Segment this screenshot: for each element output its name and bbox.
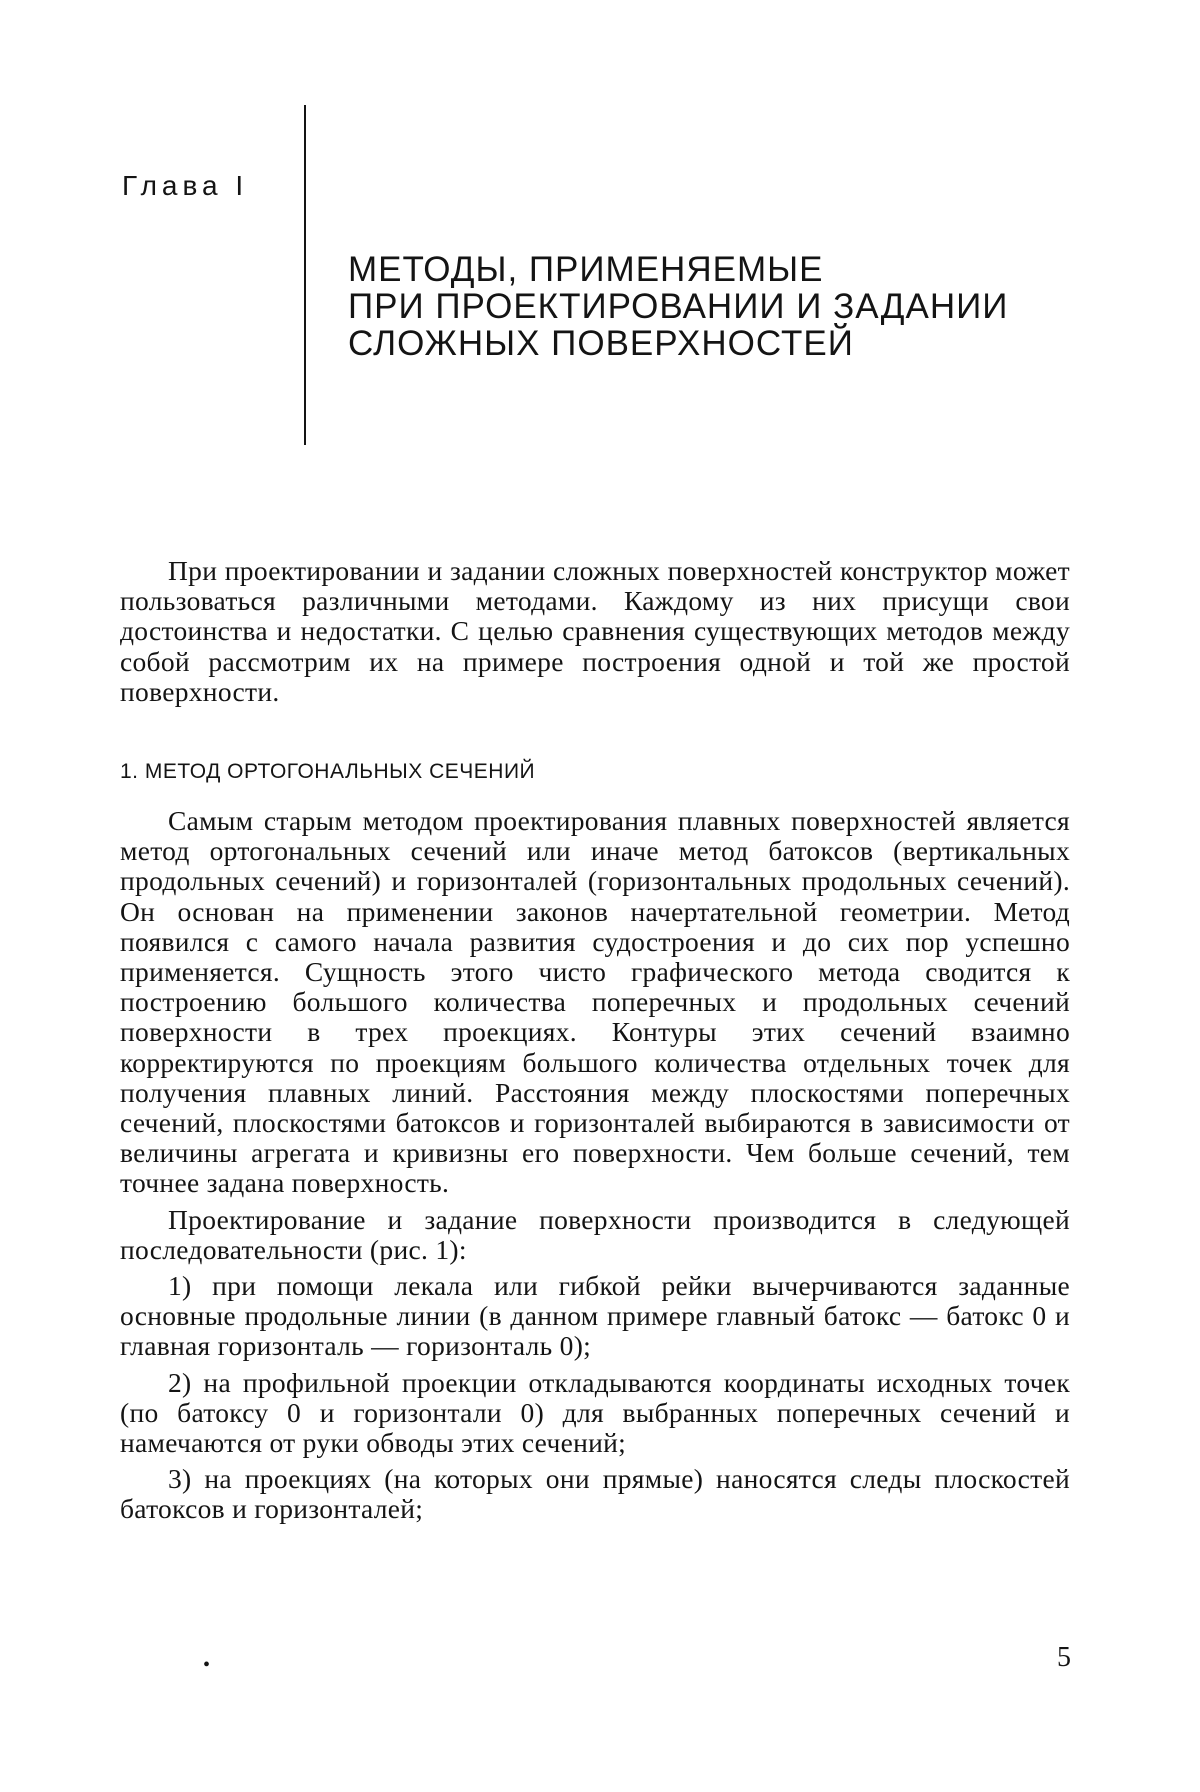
section-heading: 1. МЕТОД ОРТОГОНАЛЬНЫХ СЕЧЕНИЙ bbox=[120, 760, 536, 783]
chapter-label: Глава I bbox=[122, 170, 249, 201]
chapter-divider-line bbox=[304, 105, 306, 445]
chapter-title-line: ПРИ ПРОЕКТИРОВАНИИ И ЗАДАНИИ bbox=[348, 287, 1009, 326]
list-item: 3) на проекциях (на которых они прямые) наносятся следы плоскостей батоксов и горизонталей; bbox=[120, 1463, 1070, 1525]
chapter-title-line: СЛОЖНЫХ ПОВЕРХНОСТЕЙ bbox=[348, 324, 854, 363]
chapter-title bbox=[348, 251, 1008, 362]
body-paragraph: Самым старым методом проектирования плавных поверхностей является метод ортогональных сечений или иначе метод батоксов (вертикальных продольных сечений) и горизонталей (горизонтальных продольных сечений). Он основан на применении законов начертательной геометрии. Метод появился с самого начала развития судостроения и до сих пор успешно применяется. Сущность этого чисто графического метода сводится к построению большого количества поперечных и продольных сечений поверхности в трех проекциях. Контуры этих сечений взаимно корректируются по проекциям большого количества отдельных точек для получения плавных линий. Расстояния между плоскостями поперечных сечений, плоскостями батоксов и горизонталей выбираются в зависимости от величины агрегата и кривизны его поверхности. Чем больше сечений, тем точнее задана поверхность. bbox=[120, 805, 1070, 1199]
list-item: 2) на профильной проекции откладываются координаты исходных точек (по батоксу 0 и горизонтали 0) для выбранных поперечных сечений и намечаются от руки обводы этих сечений; bbox=[120, 1366, 1070, 1459]
section-body bbox=[120, 806, 1070, 1531]
intro-paragraph: При проектировании и задании сложных поверхностей конструктор может пользоваться различными методами. Каждому из них присущи свои достоинства и недостатки. С целью сравнения существующих методов между собой рассмотрим их на примере построения одной и той же простой поверхности. bbox=[120, 555, 1070, 707]
body-paragraph: Проектирование и задание поверхности производится в следующей последовательности (рис. 1): bbox=[120, 1203, 1070, 1265]
list-item: 1) при помощи лекала или гибкой рейки вычерчиваются заданные основные продольные линии (в данном примере главный батокс — батокс 0 и главная горизонталь — горизонталь 0); bbox=[120, 1270, 1070, 1362]
chapter-title-line: МЕТОДЫ, ПРИМЕНЯЕМЫЕ bbox=[348, 250, 824, 289]
intro-text bbox=[120, 556, 1070, 713]
page-number: 5 bbox=[1057, 1642, 1071, 1673]
page-mark: • bbox=[203, 1654, 211, 1676]
